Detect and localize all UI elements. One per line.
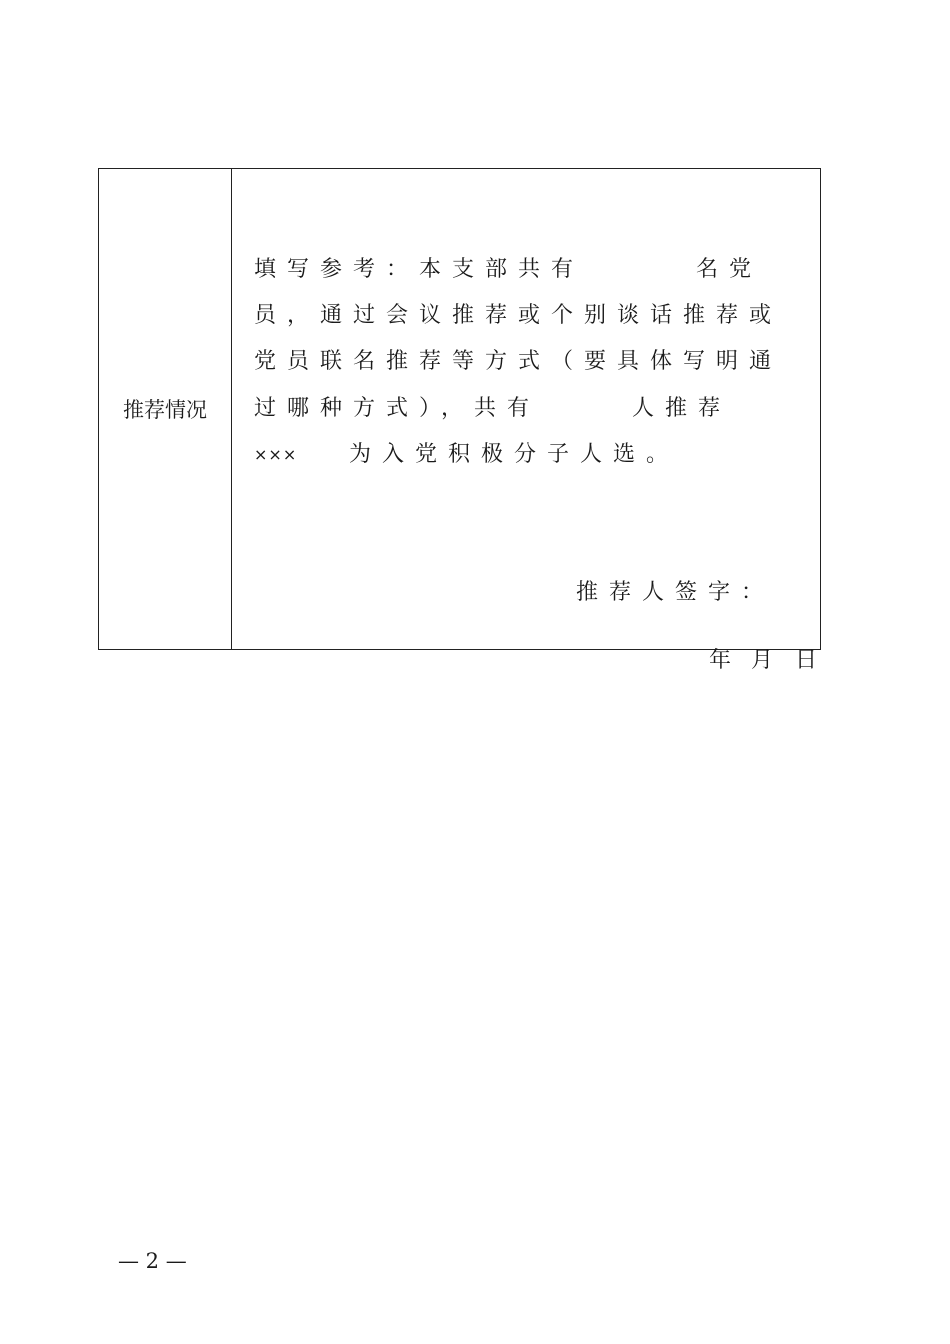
label-cell — [99, 169, 232, 649]
date-line — [667, 622, 817, 700]
content-line-3: 党员联名推荐等方式（要具体写明通 — [254, 349, 783, 374]
date-month: 月 — [750, 648, 773, 673]
content-line-2: 员，通过会议推荐或个别谈话推荐或 — [254, 303, 783, 328]
date-year: 年 — [708, 648, 731, 673]
date-day: 日 — [795, 648, 818, 673]
content-line-5: 为入党积极分子人选。 — [349, 442, 680, 467]
content-line-4: 过哪种方式），共有 — [254, 396, 541, 421]
signer-label: 推荐人签字： — [576, 580, 775, 605]
row-label: 推荐情况 — [123, 398, 207, 422]
content-line-1: 填写参考：本支部共有 — [254, 257, 585, 282]
content-cell — [232, 169, 820, 673]
page-number: — 2 — — [118, 1249, 187, 1273]
content-line-1-end: 名党 — [696, 257, 763, 282]
candidate-name-placeholder: ××× — [254, 445, 298, 464]
recommendation-table — [98, 168, 821, 673]
content-line-4-end: 人推荐 — [632, 396, 732, 421]
